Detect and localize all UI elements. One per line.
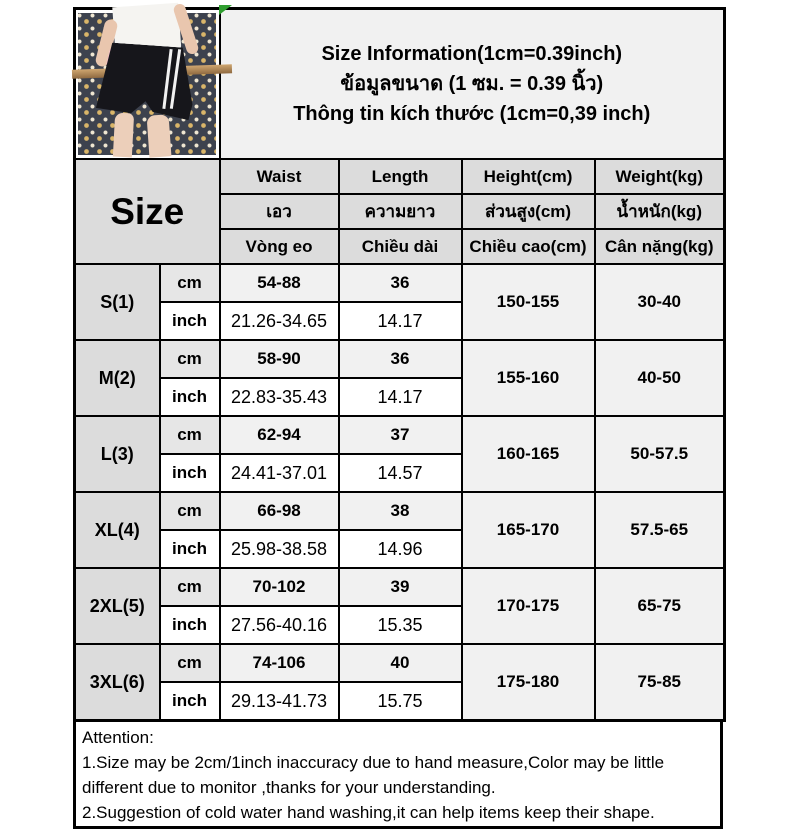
waist-inch-value: 22.83-35.43: [220, 378, 339, 416]
weight-value: 75-85: [595, 644, 725, 721]
length-cm-value: 38: [339, 492, 462, 530]
unit-cm-label: cm: [160, 340, 220, 378]
size-label: 3XL(6): [75, 644, 160, 721]
waist-cm-value: 54-88: [220, 264, 339, 302]
unit-cm-label: cm: [160, 644, 220, 682]
size-header-cell: Size: [75, 159, 220, 264]
photo-right-leg: [147, 114, 172, 157]
photo-left-leg: [113, 113, 134, 158]
waist-cm-value: 66-98: [220, 492, 339, 530]
unit-cm-label: cm: [160, 416, 220, 454]
length-inch-value: 15.35: [339, 606, 462, 644]
length-inch-value: 14.17: [339, 302, 462, 340]
attention-line-1: 1.Size may be 2cm/1inch inaccuracy due to hand measure,Color may be little different due to monitor ,thanks for your understanding.: [82, 753, 665, 797]
title-thai: ข้อมูลขนาด (1 ซม. = 0.39 นิ้ว): [340, 73, 604, 95]
waist-inch-value: 29.13-41.73: [220, 682, 339, 721]
length-inch-value: 15.75: [339, 682, 462, 721]
waist-inch-value: 27.56-40.16: [220, 606, 339, 644]
height-value: 160-165: [462, 416, 595, 492]
header-waist-th: เอว: [220, 194, 339, 229]
length-inch-value: 14.96: [339, 530, 462, 568]
length-cm-value: 36: [339, 264, 462, 302]
header-weight-en: Weight(kg): [595, 159, 725, 194]
weight-value: 30-40: [595, 264, 725, 340]
header-waist-en: Waist: [220, 159, 339, 194]
size-label: L(3): [75, 416, 160, 492]
height-value: 175-180: [462, 644, 595, 721]
size-label: S(1): [75, 264, 160, 340]
length-cm-value: 37: [339, 416, 462, 454]
header-row-english: [75, 159, 725, 194]
weight-value: 65-75: [595, 568, 725, 644]
size-row-cm: [75, 416, 725, 454]
photo-title-row: [75, 9, 725, 160]
size-row-cm: [75, 340, 725, 378]
header-length-vi: Chiều dài: [339, 229, 462, 264]
header-weight-th: น้ำหนัก(kg): [595, 194, 725, 229]
size-chart-sheet: [73, 7, 723, 829]
attention-line-2: 2.Suggestion of cold water hand washing,it can help items keep their shape.: [82, 803, 655, 822]
height-value: 165-170: [462, 492, 595, 568]
size-label: XL(4): [75, 492, 160, 568]
size-row-cm: [75, 644, 725, 682]
waist-cm-value: 74-106: [220, 644, 339, 682]
unit-cm-label: cm: [160, 264, 220, 302]
size-row-cm: [75, 264, 725, 302]
header-waist-vi: Vòng eo: [220, 229, 339, 264]
attention-heading: Attention:: [82, 728, 154, 747]
product-photo: [78, 13, 216, 155]
unit-inch-label: inch: [160, 302, 220, 340]
unit-inch-label: inch: [160, 454, 220, 492]
length-inch-value: 14.57: [339, 454, 462, 492]
unit-cm-label: cm: [160, 492, 220, 530]
height-value: 155-160: [462, 340, 595, 416]
length-cm-value: 40: [339, 644, 462, 682]
waist-cm-value: 62-94: [220, 416, 339, 454]
weight-value: 57.5-65: [595, 492, 725, 568]
header-length-en: Length: [339, 159, 462, 194]
attention-box: [73, 720, 723, 829]
header-weight-vi: Cân nặng(kg): [595, 229, 725, 264]
header-height-th: ส่วนสูง(cm): [462, 194, 595, 229]
waist-cm-value: 58-90: [220, 340, 339, 378]
title-english: Size Information(1cm=0.39inch): [321, 43, 623, 65]
weight-value: 50-57.5: [595, 416, 725, 492]
unit-inch-label: inch: [160, 530, 220, 568]
unit-inch-label: inch: [160, 378, 220, 416]
waist-inch-value: 25.98-38.58: [220, 530, 339, 568]
waist-inch-value: 21.26-34.65: [220, 302, 339, 340]
unit-cm-label: cm: [160, 568, 220, 606]
unit-inch-label: inch: [160, 682, 220, 721]
length-cm-value: 36: [339, 340, 462, 378]
weight-value: 40-50: [595, 340, 725, 416]
unit-inch-label: inch: [160, 606, 220, 644]
header-height-en: Height(cm): [462, 159, 595, 194]
size-table: [73, 7, 726, 722]
header-length-th: ความยาว: [339, 194, 462, 229]
product-photo-cell: [75, 9, 220, 160]
height-value: 170-175: [462, 568, 595, 644]
waist-inch-value: 24.41-37.01: [220, 454, 339, 492]
title-vietnamese: Thông tin kích thước (1cm=0,39 inch): [293, 103, 651, 125]
size-row-cm: [75, 568, 725, 606]
size-label: 2XL(5): [75, 568, 160, 644]
size-label: M(2): [75, 340, 160, 416]
waist-cm-value: 70-102: [220, 568, 339, 606]
size-row-cm: [75, 492, 725, 530]
length-inch-value: 14.17: [339, 378, 462, 416]
height-value: 150-155: [462, 264, 595, 340]
header-height-vi: Chiều cao(cm): [462, 229, 595, 264]
title-cell: [220, 9, 725, 160]
length-cm-value: 39: [339, 568, 462, 606]
